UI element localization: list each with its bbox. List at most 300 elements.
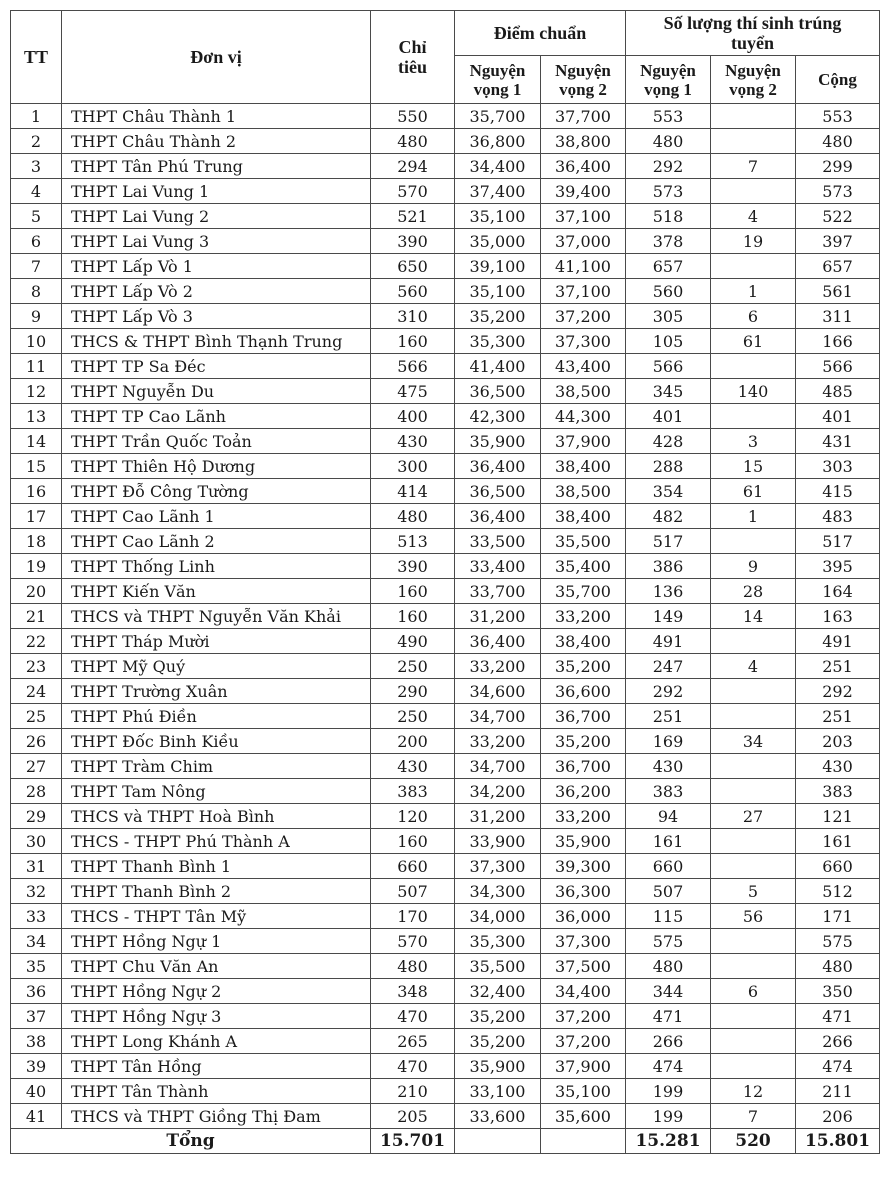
benchmark-nv1: 31,200 xyxy=(455,804,541,829)
school-name: THPT Trần Quốc Toản xyxy=(62,429,371,454)
quota: 160 xyxy=(371,579,455,604)
benchmark-nv1: 35,100 xyxy=(455,279,541,304)
admitted-nv1: 344 xyxy=(626,979,711,1004)
table-row xyxy=(11,529,880,554)
benchmark-nv2: 37,200 xyxy=(541,1004,626,1029)
benchmark-nv2: 35,500 xyxy=(541,529,626,554)
benchmark-nv1: 34,300 xyxy=(455,879,541,904)
table-row xyxy=(11,904,880,929)
quota: 160 xyxy=(371,329,455,354)
admitted-nv2 xyxy=(711,104,796,129)
school-name: THCS và THPT Giồng Thị Đam xyxy=(62,1104,371,1129)
benchmark-nv1: 36,400 xyxy=(455,629,541,654)
row-number: 34 xyxy=(11,929,62,954)
school-name: THPT Hồng Ngự 3 xyxy=(62,1004,371,1029)
school-name: THPT Hồng Ngự 2 xyxy=(62,979,371,1004)
benchmark-nv1: 34,400 xyxy=(455,154,541,179)
row-number: 37 xyxy=(11,1004,62,1029)
admitted-nv1: 161 xyxy=(626,829,711,854)
benchmark-nv2: 35,100 xyxy=(541,1079,626,1104)
row-number: 3 xyxy=(11,154,62,179)
benchmark-nv2: 39,400 xyxy=(541,179,626,204)
admitted-nv1: 383 xyxy=(626,779,711,804)
admitted-nv1: 305 xyxy=(626,304,711,329)
admitted-total: 471 xyxy=(796,1004,880,1029)
table-row xyxy=(11,679,880,704)
table-row xyxy=(11,304,880,329)
admitted-nv2 xyxy=(711,754,796,779)
benchmark-nv2: 38,500 xyxy=(541,379,626,404)
admitted-nv1: 430 xyxy=(626,754,711,779)
header-total: Cộng xyxy=(796,56,880,104)
row-number: 32 xyxy=(11,879,62,904)
row-number: 5 xyxy=(11,204,62,229)
quota: 470 xyxy=(371,1054,455,1079)
benchmark-nv2: 37,900 xyxy=(541,1054,626,1079)
quota: 566 xyxy=(371,354,455,379)
benchmark-nv2: 39,300 xyxy=(541,854,626,879)
benchmark-nv2: 36,600 xyxy=(541,679,626,704)
admitted-nv1: 288 xyxy=(626,454,711,479)
admitted-total: 573 xyxy=(796,179,880,204)
row-number: 23 xyxy=(11,654,62,679)
benchmark-nv2: 37,100 xyxy=(541,279,626,304)
benchmark-nv2: 33,200 xyxy=(541,804,626,829)
benchmark-nv1: 33,700 xyxy=(455,579,541,604)
admitted-nv1: 660 xyxy=(626,854,711,879)
header-benchmark-nv2: Nguyện vọng 2 xyxy=(541,56,626,104)
header-quota: Chỉ tiêu xyxy=(371,11,455,104)
admitted-total: 566 xyxy=(796,354,880,379)
row-number: 30 xyxy=(11,829,62,854)
admitted-total: 657 xyxy=(796,254,880,279)
admitted-total: 171 xyxy=(796,904,880,929)
admitted-nv1: 471 xyxy=(626,1004,711,1029)
admitted-total: 163 xyxy=(796,604,880,629)
admitted-nv2: 61 xyxy=(711,329,796,354)
school-name: THPT Tháp Mười xyxy=(62,629,371,654)
header-admitted-nv1: Nguyện vọng 1 xyxy=(626,56,711,104)
row-number: 20 xyxy=(11,579,62,604)
benchmark-nv1: 35,500 xyxy=(455,954,541,979)
row-number: 22 xyxy=(11,629,62,654)
benchmark-nv1: 33,200 xyxy=(455,654,541,679)
admitted-nv2: 27 xyxy=(711,804,796,829)
school-name: THPT Mỹ Quý xyxy=(62,654,371,679)
quota: 250 xyxy=(371,704,455,729)
admitted-nv1: 482 xyxy=(626,504,711,529)
benchmark-nv2: 38,400 xyxy=(541,454,626,479)
table-body xyxy=(11,104,880,1129)
school-name: THPT Đỗ Công Tường xyxy=(62,479,371,504)
row-number: 17 xyxy=(11,504,62,529)
table-row xyxy=(11,404,880,429)
admitted-total: 395 xyxy=(796,554,880,579)
benchmark-nv2: 38,800 xyxy=(541,129,626,154)
admitted-nv1: 386 xyxy=(626,554,711,579)
school-name: THPT Lai Vung 2 xyxy=(62,204,371,229)
school-name: THPT Lấp Vò 2 xyxy=(62,279,371,304)
admitted-nv1: 292 xyxy=(626,154,711,179)
admitted-nv2 xyxy=(711,1054,796,1079)
benchmark-nv1: 37,300 xyxy=(455,854,541,879)
admitted-nv1: 378 xyxy=(626,229,711,254)
admitted-total: 350 xyxy=(796,979,880,1004)
admitted-total: 517 xyxy=(796,529,880,554)
admitted-nv2: 4 xyxy=(711,204,796,229)
benchmark-nv2: 35,200 xyxy=(541,729,626,754)
school-name: THPT Long Khánh A xyxy=(62,1029,371,1054)
row-number: 41 xyxy=(11,1104,62,1129)
benchmark-nv2: 37,300 xyxy=(541,929,626,954)
totals-row xyxy=(11,1129,880,1154)
row-number: 6 xyxy=(11,229,62,254)
admitted-total: 561 xyxy=(796,279,880,304)
benchmark-nv2: 37,700 xyxy=(541,104,626,129)
row-number: 1 xyxy=(11,104,62,129)
benchmark-nv2: 36,300 xyxy=(541,879,626,904)
admitted-total: 121 xyxy=(796,804,880,829)
admitted-nv2 xyxy=(711,679,796,704)
admitted-nv2 xyxy=(711,779,796,804)
school-name: THPT Thanh Bình 2 xyxy=(62,879,371,904)
benchmark-nv2: 38,400 xyxy=(541,504,626,529)
school-name: THCS - THPT Tân Mỹ xyxy=(62,904,371,929)
benchmark-nv2: 43,400 xyxy=(541,354,626,379)
admitted-nv1: 149 xyxy=(626,604,711,629)
benchmark-nv1: 34,200 xyxy=(455,779,541,804)
admitted-total: 303 xyxy=(796,454,880,479)
quota: 507 xyxy=(371,879,455,904)
benchmark-nv1: 41,400 xyxy=(455,354,541,379)
table-row xyxy=(11,754,880,779)
benchmark-nv1: 36,500 xyxy=(455,479,541,504)
totals-quota: 15.701 xyxy=(371,1129,455,1154)
admitted-nv1: 345 xyxy=(626,379,711,404)
admitted-total: 415 xyxy=(796,479,880,504)
quota: 294 xyxy=(371,154,455,179)
benchmark-nv1: 35,300 xyxy=(455,929,541,954)
admitted-nv1: 247 xyxy=(626,654,711,679)
admitted-nv1: 292 xyxy=(626,679,711,704)
quota: 160 xyxy=(371,829,455,854)
quota: 650 xyxy=(371,254,455,279)
admitted-total: 483 xyxy=(796,504,880,529)
admitted-nv2: 3 xyxy=(711,429,796,454)
quota: 310 xyxy=(371,304,455,329)
benchmark-nv1: 35,900 xyxy=(455,1054,541,1079)
benchmark-nv2: 36,400 xyxy=(541,154,626,179)
school-name: THCS - THPT Phú Thành A xyxy=(62,829,371,854)
benchmark-nv2: 44,300 xyxy=(541,404,626,429)
row-number: 11 xyxy=(11,354,62,379)
header-unit: Đơn vị xyxy=(62,11,371,104)
quota: 383 xyxy=(371,779,455,804)
benchmark-nv1: 35,200 xyxy=(455,1029,541,1054)
quota: 490 xyxy=(371,629,455,654)
school-name: THPT TP Cao Lãnh xyxy=(62,404,371,429)
benchmark-nv1: 32,400 xyxy=(455,979,541,1004)
benchmark-nv2: 37,100 xyxy=(541,204,626,229)
quota: 210 xyxy=(371,1079,455,1104)
admitted-total: 480 xyxy=(796,954,880,979)
admitted-nv2: 140 xyxy=(711,379,796,404)
totals-admitted-total: 15.801 xyxy=(796,1129,880,1154)
school-name: THCS và THPT Nguyễn Văn Khải xyxy=(62,604,371,629)
benchmark-nv2: 33,200 xyxy=(541,604,626,629)
quota: 430 xyxy=(371,429,455,454)
benchmark-nv2: 37,300 xyxy=(541,329,626,354)
table-row xyxy=(11,1029,880,1054)
school-name: THPT Thống Linh xyxy=(62,554,371,579)
admitted-nv2: 4 xyxy=(711,654,796,679)
admitted-nv1: 136 xyxy=(626,579,711,604)
header-admitted-nv2: Nguyện vọng 2 xyxy=(711,56,796,104)
school-name: THPT Tân Hồng xyxy=(62,1054,371,1079)
admitted-total: 161 xyxy=(796,829,880,854)
benchmark-nv2: 37,500 xyxy=(541,954,626,979)
benchmark-nv1: 35,900 xyxy=(455,429,541,454)
row-number: 26 xyxy=(11,729,62,754)
row-number: 12 xyxy=(11,379,62,404)
row-number: 25 xyxy=(11,704,62,729)
admitted-total: 211 xyxy=(796,1079,880,1104)
header-benchmark-group: Điểm chuẩn xyxy=(455,11,626,56)
quota: 200 xyxy=(371,729,455,754)
table-row xyxy=(11,879,880,904)
table-row xyxy=(11,954,880,979)
admitted-total: 474 xyxy=(796,1054,880,1079)
quota: 414 xyxy=(371,479,455,504)
benchmark-nv2: 37,200 xyxy=(541,1029,626,1054)
admitted-total: 251 xyxy=(796,654,880,679)
table-row xyxy=(11,604,880,629)
row-number: 28 xyxy=(11,779,62,804)
admitted-nv2 xyxy=(711,529,796,554)
table-row xyxy=(11,1104,880,1129)
benchmark-nv1: 42,300 xyxy=(455,404,541,429)
admitted-total: 660 xyxy=(796,854,880,879)
quota: 470 xyxy=(371,1004,455,1029)
benchmark-nv2: 41,100 xyxy=(541,254,626,279)
admitted-nv1: 266 xyxy=(626,1029,711,1054)
table-row xyxy=(11,354,880,379)
row-number: 31 xyxy=(11,854,62,879)
admitted-total: 522 xyxy=(796,204,880,229)
admitted-total: 431 xyxy=(796,429,880,454)
row-number: 19 xyxy=(11,554,62,579)
totals-label: Tổng xyxy=(11,1129,371,1154)
school-name: THPT Trường Xuân xyxy=(62,679,371,704)
admitted-nv2: 12 xyxy=(711,1079,796,1104)
quota: 400 xyxy=(371,404,455,429)
admitted-nv1: 566 xyxy=(626,354,711,379)
benchmark-nv1: 39,100 xyxy=(455,254,541,279)
admitted-nv2: 1 xyxy=(711,504,796,529)
school-name: THCS và THPT Hoà Bình xyxy=(62,804,371,829)
quota: 160 xyxy=(371,604,455,629)
row-number: 29 xyxy=(11,804,62,829)
table-footer xyxy=(11,1129,880,1154)
benchmark-nv1: 33,200 xyxy=(455,729,541,754)
quota: 170 xyxy=(371,904,455,929)
row-number: 38 xyxy=(11,1029,62,1054)
school-name: THPT Lấp Vò 1 xyxy=(62,254,371,279)
table-row xyxy=(11,579,880,604)
admitted-nv2: 1 xyxy=(711,279,796,304)
admitted-total: 430 xyxy=(796,754,880,779)
row-number: 36 xyxy=(11,979,62,1004)
admitted-nv2 xyxy=(711,829,796,854)
quota: 265 xyxy=(371,1029,455,1054)
school-name: THPT TP Sa Đéc xyxy=(62,354,371,379)
school-name: THPT Tân Phú Trung xyxy=(62,154,371,179)
benchmark-nv1: 34,600 xyxy=(455,679,541,704)
admitted-nv1: 507 xyxy=(626,879,711,904)
quota: 120 xyxy=(371,804,455,829)
table-row xyxy=(11,254,880,279)
school-name: THPT Tam Nông xyxy=(62,779,371,804)
admitted-nv2 xyxy=(711,129,796,154)
school-name: THPT Kiến Văn xyxy=(62,579,371,604)
admitted-nv2: 9 xyxy=(711,554,796,579)
admitted-nv1: 480 xyxy=(626,954,711,979)
table-row xyxy=(11,129,880,154)
benchmark-nv1: 36,400 xyxy=(455,504,541,529)
table-row xyxy=(11,429,880,454)
admitted-nv2 xyxy=(711,954,796,979)
benchmark-nv2: 37,200 xyxy=(541,304,626,329)
admitted-nv1: 474 xyxy=(626,1054,711,1079)
admitted-nv2 xyxy=(711,629,796,654)
admitted-nv2: 5 xyxy=(711,879,796,904)
admitted-nv2: 56 xyxy=(711,904,796,929)
benchmark-nv2: 34,400 xyxy=(541,979,626,1004)
school-name: THPT Nguyễn Du xyxy=(62,379,371,404)
benchmark-nv1: 34,700 xyxy=(455,704,541,729)
benchmark-nv2: 35,200 xyxy=(541,654,626,679)
admitted-nv1: 491 xyxy=(626,629,711,654)
quota: 475 xyxy=(371,379,455,404)
benchmark-nv1: 35,100 xyxy=(455,204,541,229)
table-row xyxy=(11,629,880,654)
admitted-total: 553 xyxy=(796,104,880,129)
admitted-nv1: 199 xyxy=(626,1104,711,1129)
row-number: 24 xyxy=(11,679,62,704)
admitted-total: 480 xyxy=(796,129,880,154)
admitted-nv1: 115 xyxy=(626,904,711,929)
admitted-total: 164 xyxy=(796,579,880,604)
row-number: 16 xyxy=(11,479,62,504)
school-name: THPT Tràm Chim xyxy=(62,754,371,779)
benchmark-nv2: 38,400 xyxy=(541,629,626,654)
admitted-total: 299 xyxy=(796,154,880,179)
admitted-total: 251 xyxy=(796,704,880,729)
benchmark-nv2: 36,000 xyxy=(541,904,626,929)
benchmark-nv2: 37,900 xyxy=(541,429,626,454)
table-row xyxy=(11,204,880,229)
benchmark-nv2: 36,700 xyxy=(541,754,626,779)
school-name: THPT Cao Lãnh 2 xyxy=(62,529,371,554)
admitted-nv2 xyxy=(711,854,796,879)
benchmark-nv1: 33,400 xyxy=(455,554,541,579)
admitted-nv2 xyxy=(711,404,796,429)
benchmark-nv1: 36,800 xyxy=(455,129,541,154)
admitted-nv2 xyxy=(711,704,796,729)
table-row xyxy=(11,779,880,804)
admitted-total: 401 xyxy=(796,404,880,429)
table-row xyxy=(11,829,880,854)
admitted-nv2: 7 xyxy=(711,1104,796,1129)
totals-score1 xyxy=(455,1129,541,1154)
quota: 550 xyxy=(371,104,455,129)
header-tt: TT xyxy=(11,11,62,104)
admitted-total: 491 xyxy=(796,629,880,654)
table-row xyxy=(11,229,880,254)
admitted-total: 485 xyxy=(796,379,880,404)
table-row xyxy=(11,554,880,579)
admitted-nv1: 401 xyxy=(626,404,711,429)
school-name: THPT Hồng Ngự 1 xyxy=(62,929,371,954)
school-name: THPT Chu Văn An xyxy=(62,954,371,979)
admitted-nv2: 28 xyxy=(711,579,796,604)
admitted-nv2 xyxy=(711,354,796,379)
admitted-nv1: 105 xyxy=(626,329,711,354)
school-name: THPT Thanh Bình 1 xyxy=(62,854,371,879)
table-row xyxy=(11,479,880,504)
admitted-nv1: 517 xyxy=(626,529,711,554)
school-name: THPT Châu Thành 1 xyxy=(62,104,371,129)
row-number: 39 xyxy=(11,1054,62,1079)
benchmark-nv1: 36,400 xyxy=(455,454,541,479)
row-number: 35 xyxy=(11,954,62,979)
admitted-nv2 xyxy=(711,254,796,279)
quota: 390 xyxy=(371,554,455,579)
benchmark-nv2: 37,000 xyxy=(541,229,626,254)
table-row xyxy=(11,279,880,304)
quota: 560 xyxy=(371,279,455,304)
school-name: THPT Châu Thành 2 xyxy=(62,129,371,154)
admitted-nv2 xyxy=(711,179,796,204)
row-number: 4 xyxy=(11,179,62,204)
row-number: 18 xyxy=(11,529,62,554)
admitted-nv1: 518 xyxy=(626,204,711,229)
benchmark-nv1: 35,000 xyxy=(455,229,541,254)
school-name: THPT Lai Vung 1 xyxy=(62,179,371,204)
admitted-total: 206 xyxy=(796,1104,880,1129)
admission-table-container xyxy=(10,10,880,1154)
benchmark-nv2: 35,400 xyxy=(541,554,626,579)
benchmark-nv1: 31,200 xyxy=(455,604,541,629)
totals-admitted-nv2: 520 xyxy=(711,1129,796,1154)
table-row xyxy=(11,1054,880,1079)
row-number: 8 xyxy=(11,279,62,304)
table-row xyxy=(11,379,880,404)
table-row xyxy=(11,1004,880,1029)
admitted-nv1: 575 xyxy=(626,929,711,954)
table-row xyxy=(11,979,880,1004)
benchmark-nv1: 35,300 xyxy=(455,329,541,354)
quota: 521 xyxy=(371,204,455,229)
benchmark-nv2: 35,600 xyxy=(541,1104,626,1129)
row-number: 14 xyxy=(11,429,62,454)
benchmark-nv1: 35,200 xyxy=(455,1004,541,1029)
admitted-nv2: 7 xyxy=(711,154,796,179)
quota: 480 xyxy=(371,954,455,979)
benchmark-nv1: 35,200 xyxy=(455,304,541,329)
admitted-nv2: 19 xyxy=(711,229,796,254)
table-row xyxy=(11,854,880,879)
